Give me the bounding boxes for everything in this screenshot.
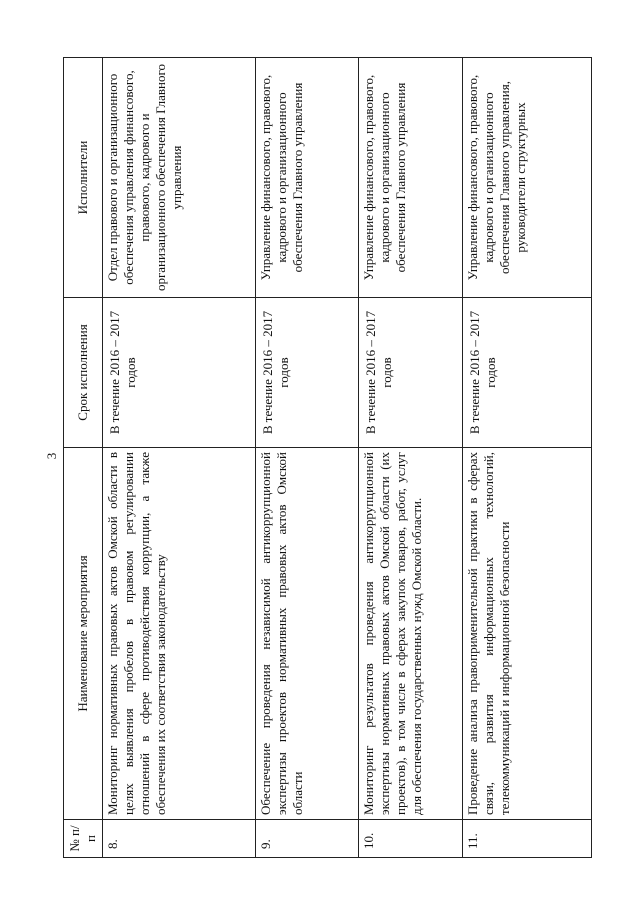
header-term: Срок исполнения bbox=[64, 298, 103, 448]
measures-table-rotated bbox=[63, 58, 528, 858]
table-row bbox=[463, 58, 592, 858]
row-name: Мониторинг нормативных правовых актов Омской области в целях выявления пробелов в правовом регулировании отношений в сфере противодействия коррупции, а также обеспечения их соответствия законодательству bbox=[103, 448, 256, 820]
row-name: Мониторинг результатов проведения антикоррупционной экспертизы нормативных правовых актов Омской области (их проектов), в том числе в сферах закупок товаров, работ, услуг для обеспечения государственных нужд Омской области. bbox=[359, 448, 463, 820]
row-executors: Управление финансового, правового, кадрового и организационного обеспечения Главного управления bbox=[359, 58, 463, 298]
table-row bbox=[103, 58, 256, 858]
row-num: 11. bbox=[463, 820, 592, 858]
table-row bbox=[256, 58, 359, 858]
row-num: 9. bbox=[256, 820, 359, 858]
row-name: Проведение анализа правоприменительной практики в сферах связи, развития информационных технологий, телекоммуникаций и информационной безопасности bbox=[463, 448, 592, 820]
row-term: В течение 2016 – 2017 годов bbox=[463, 298, 592, 448]
row-term: В течение 2016 – 2017 годов bbox=[103, 298, 256, 448]
table-header-row bbox=[64, 58, 103, 858]
table-row bbox=[359, 58, 463, 858]
row-num: 10. bbox=[359, 820, 463, 858]
measures-table bbox=[63, 57, 592, 858]
row-executors: Отдел правового и организационного обеспечения управления финансового, правового, кадрового и организационного обеспечения Главного управления bbox=[103, 58, 256, 298]
row-term: В течение 2016 – 2017 годов bbox=[256, 298, 359, 448]
header-executors: Исполнители bbox=[64, 58, 103, 298]
row-name: Обеспечение проведения независимой антикоррупционной экспертизы проектов нормативных правовых актов Омской области bbox=[256, 448, 359, 820]
row-num: 8. bbox=[103, 820, 256, 858]
header-num: № п/п bbox=[64, 820, 103, 858]
row-executors: Управление финансового, правового, кадрового и организационного обеспечения Главного управления, руководители структурных bbox=[463, 58, 592, 298]
row-term: В течение 2016 – 2017 годов bbox=[359, 298, 463, 448]
page-number: 3 bbox=[44, 452, 59, 460]
row-executors: Управление финансового, правового, кадрового и организационного обеспечения Главного управления bbox=[256, 58, 359, 298]
header-name: Наименование мероприятия bbox=[64, 448, 103, 820]
